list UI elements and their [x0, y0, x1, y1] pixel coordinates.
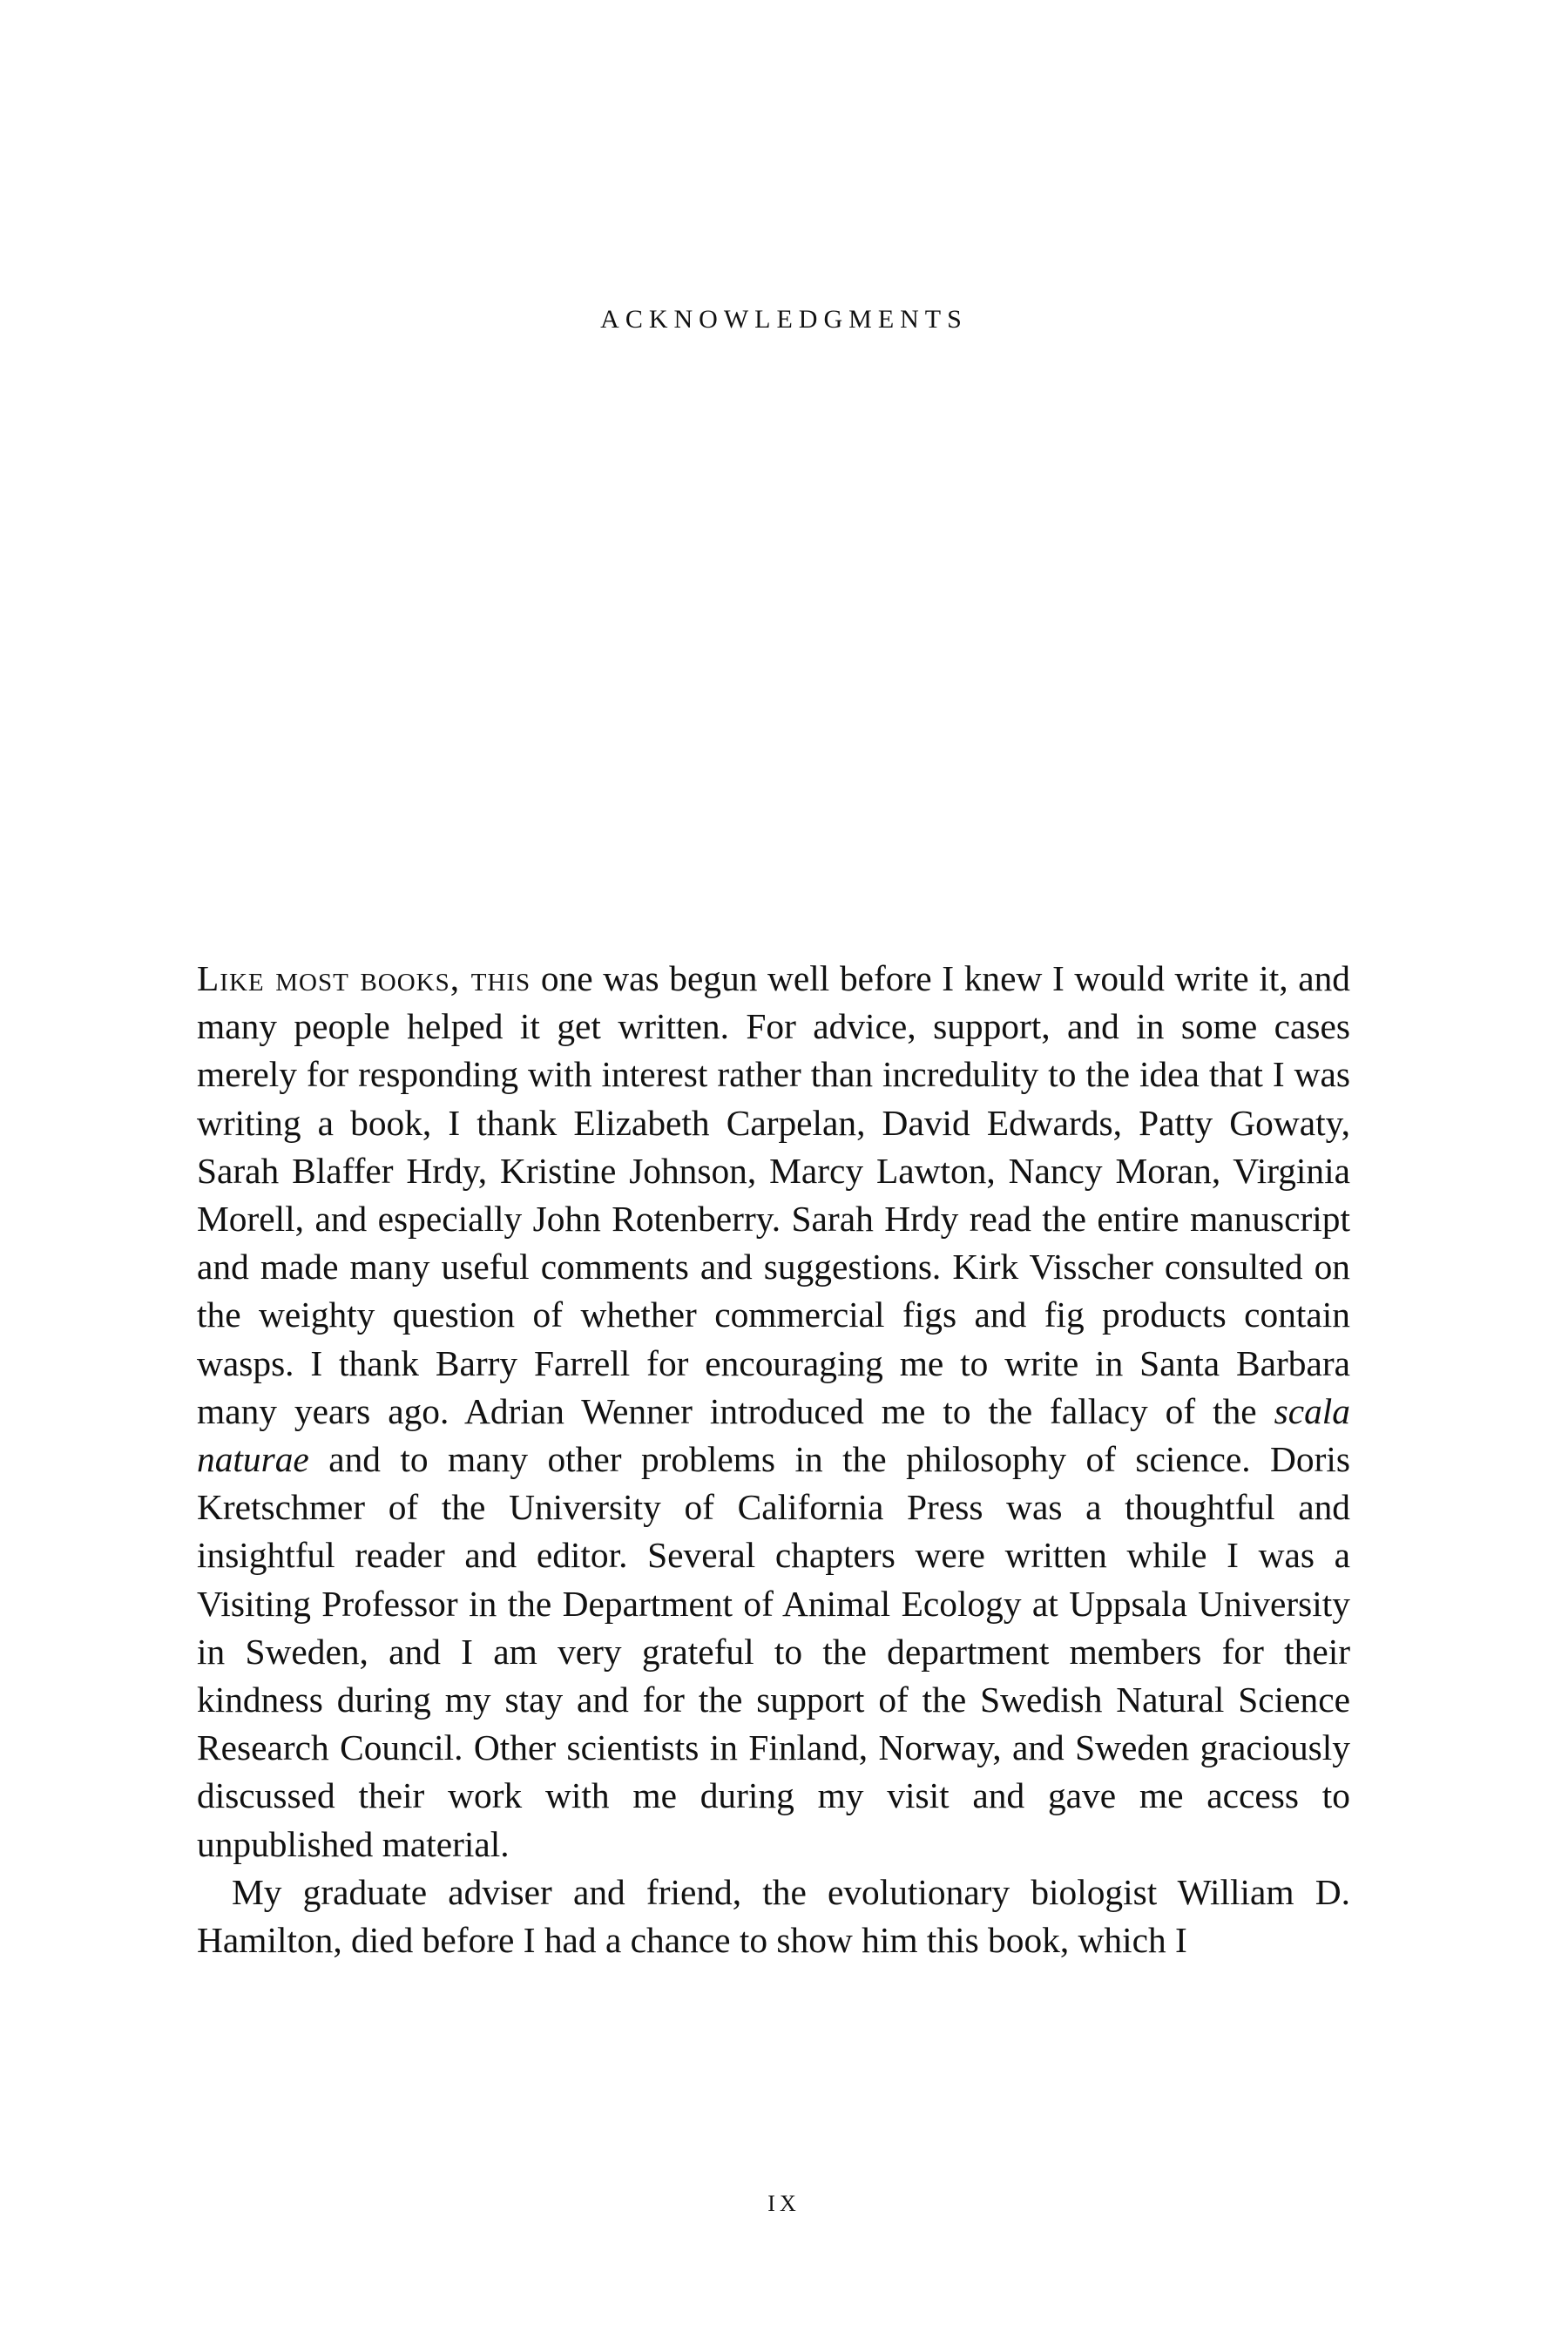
paragraph-2: My graduate adviser and friend, the evolutionary biologist William D. Hamilton, died before I had a chance to show him this book, which I: [197, 1871, 1350, 1961]
paragraph-1: [197, 955, 1350, 1869]
paragraph-text: one was begun well before I knew I would write it, and many people helped it get written. For advice, support, and in some cases merely for responding with interest rather than incredulity to the idea that I was writing a book, I thank Elizabeth Carpelan, David Edwards, Patty Gowaty, Sarah Blaffer Hrdy, Kristine Johnson, Marcy Lawton, Nancy Moran, Virginia Morell, and especially John Rotenberry. Sarah Hrdy read the entire manuscript and made many useful comments and suggestions. Kirk Visscher consulted on the weighty question of whether commercial figs and fig products contain wasps. I thank Barry Farrell for encouraging me to write in Santa Barbara many years ago. Adrian Wenner introduced me to the fallacy of the: [197, 958, 1350, 1431]
paragraph-lead-smallcaps: Like most books, this: [197, 958, 531, 998]
page-number: IX: [767, 2191, 801, 2216]
chapter-title: ACKNOWLEDGMENTS: [600, 305, 968, 334]
italic-term: scala naturae: [197, 1390, 1350, 1480]
paragraph-text: and to many other problems in the philosophy of science. Doris Kretschmer of the University of California Press was a thoughtful and insightful reader and editor. Several chapters were written while I was a Visiting Professor in the Department of Animal Ecology at Uppsala University in Sweden, and I am very grateful to the department members for their kindness during my stay and for the support of the Swedish Natural Science Research Council. Other scientists in Finland, Norway, and Sweden graciously discussed their work with me during my visit and gave me access to unpublished material.: [197, 1439, 1350, 1864]
body-text: [197, 955, 1350, 1964]
